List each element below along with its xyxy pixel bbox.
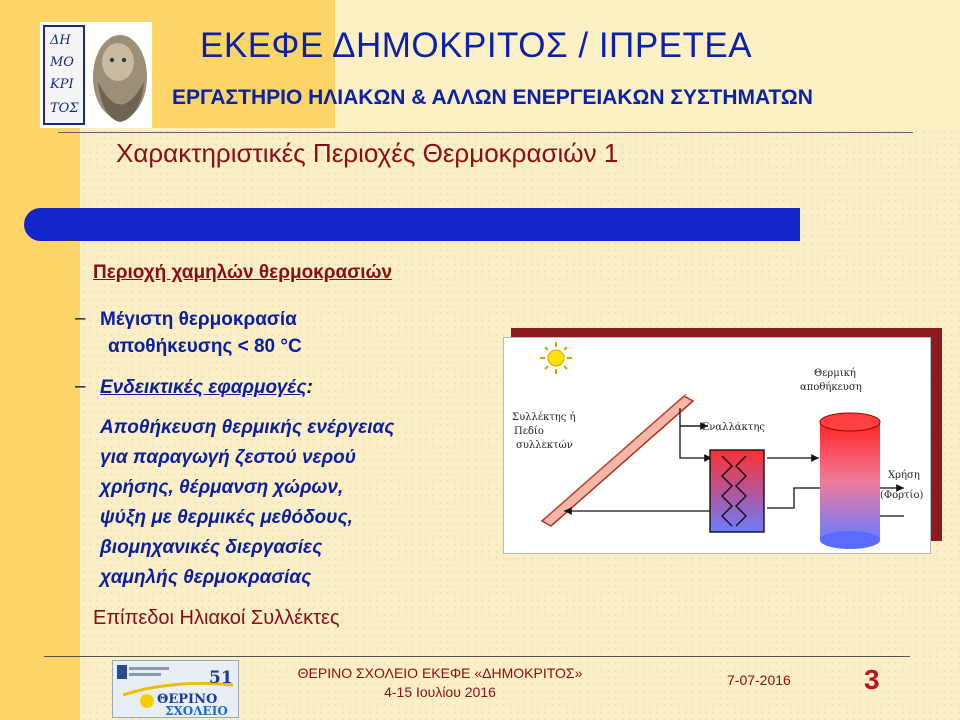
footer-event-title: ΘΕΡΙΝΟ ΣΧΟΛΕΙΟ ΕΚΕΦΕ «ΔΗΜΟΚΡΙΤΟΣ»	[297, 665, 583, 681]
section-heading: Περιοχή χαμηλών θερμοκρασιών	[93, 262, 393, 283]
slide-title: Χαρακτηριστικές Περιοχές Θερμοκρασιών 1	[116, 138, 619, 168]
application-line: ψύξη με θερμικές μεθόδους,	[100, 507, 353, 528]
bullet-line: Μέγιστη θερμοκρασία	[100, 309, 297, 330]
heat-exchanger-icon	[710, 450, 764, 532]
logo-word: ΣΧΟΛΕΙΟ	[165, 704, 228, 717]
use-label: (Φορτίο)	[880, 490, 924, 501]
applications-label: Ενδεικτικές εφαρμογές	[100, 377, 307, 398]
storage-tank-icon	[820, 413, 880, 549]
applications-colon: :	[306, 377, 313, 398]
use-label: Χρήση	[888, 470, 920, 481]
footer-date: 7-07-2016	[727, 672, 791, 688]
svg-text:ΔΗ: ΔΗ	[50, 33, 71, 48]
footer-event-dates: 4-15 Ιουλίου 2016	[384, 684, 496, 700]
storage-label: αποθήκευση	[800, 382, 862, 393]
bullet-line: αποθήκευσης < 80 °C	[108, 336, 302, 357]
bullet-dash: –	[75, 308, 86, 329]
svg-text:ΚΡΙ: ΚΡΙ	[50, 77, 74, 92]
collector-label: συλλεκτών	[516, 440, 573, 451]
bullet-dash: –	[75, 376, 86, 397]
sun-icon	[540, 342, 572, 374]
decorative-blue-bar	[24, 208, 800, 241]
application-line: βιομηχανικές διεργασίες	[100, 537, 323, 558]
application-line: Αποθήκευση θερμικής ενέργειας	[100, 417, 395, 438]
svg-text:ΜΟ: ΜΟ	[50, 55, 74, 70]
solar-system-diagram	[503, 337, 931, 554]
applications-list	[100, 413, 394, 593]
application-line: χαμηλής θερμοκρασίας	[100, 567, 312, 588]
exchanger-label: Εναλλάκτης	[702, 422, 765, 433]
collector-label: Πεδίο	[514, 426, 544, 437]
bullet-max-temperature	[100, 306, 302, 360]
application-line: χρήσης, θέρμανση χώρων,	[100, 477, 344, 498]
bullet-applications	[100, 374, 313, 401]
header-subtitle: ΕΡΓΑΣΤΗΡΙΟ ΗΛΙΑΚΩΝ & ΑΛΛΩΝ ΕΝΕΡΓΕΙΑΚΩΝ ΣΥΣΤΗΜΑΤΩΝ	[172, 86, 813, 109]
decorative-line	[66, 240, 76, 241]
logo-word: ΘΕΡΙΝΟ	[157, 692, 218, 707]
logo-number: 51	[209, 668, 233, 688]
application-line: για παραγωγή ζεστού νερού	[100, 447, 356, 468]
storage-label: Θερμική	[814, 368, 856, 379]
collector-label: Συλλέκτης ή	[512, 412, 576, 423]
summer-school-logo	[112, 660, 239, 718]
header-title: ΕΚΕΦΕ ΔΗΜΟΚΡΙΤΟΣ / ΙΠΡΕΤΕΑ	[200, 26, 753, 65]
figure-caption: Επίπεδοι Ηλιακοί Συλλέκτες	[93, 607, 340, 629]
demokritos-logo	[40, 22, 152, 128]
header-divider	[58, 132, 913, 133]
svg-text:ΤΟΣ: ΤΟΣ	[50, 101, 79, 116]
page-number: 3	[864, 664, 880, 695]
footer-divider	[44, 656, 910, 657]
